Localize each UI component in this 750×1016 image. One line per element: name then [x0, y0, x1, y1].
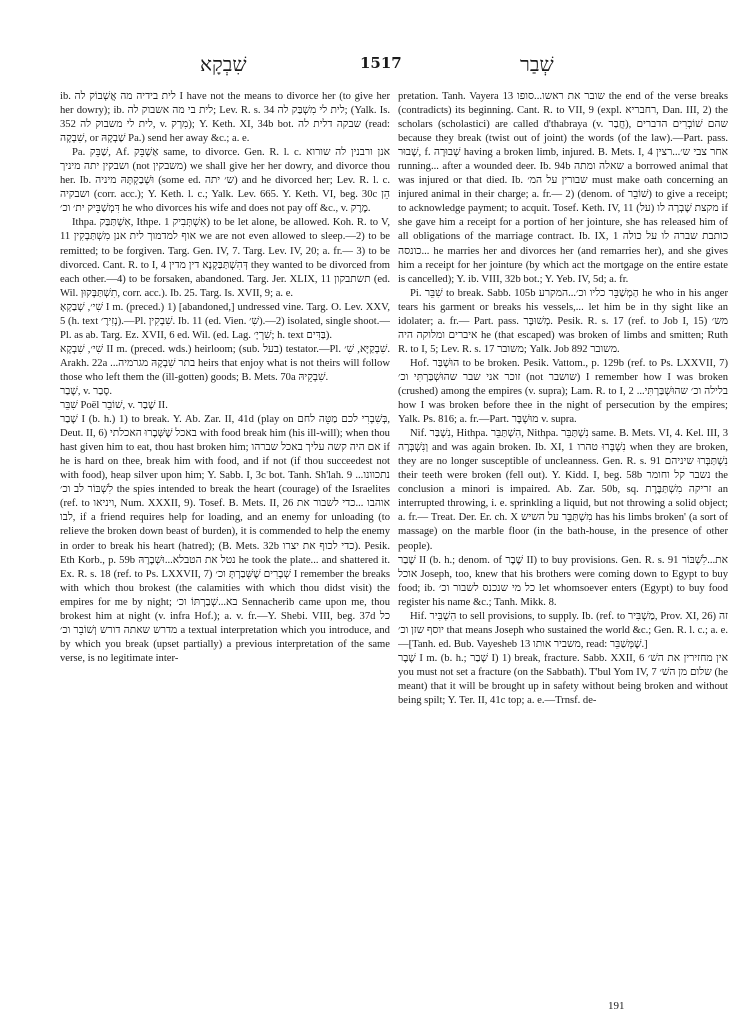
entry-paragraph: pretation. Tanh. Vayera 13 שובר את ראשו...סופו the end of the verse breaks (contradicts) its beginning. Cant. R. to VII, 9 (expl. רחבריא, Dan. III, 2) the scholars (scholastici) are called d'thabraya (v. חֲבַר), שהם שׁוֹבְרִים הדברים because they break (twist out of joint) the words (of the law).—Part. pass. שָׁבוּר, f. שְׁבוּרָה having a broken limb, injured. B. Mets. I, 4 אחר צבי ש׳...רצין running... after a wounded deer. Ib. 94b שאלה ומתה a borrowed animal that was injured or that died. Ib. שבורין על המ׳ must make oath concerning an injured animal in their charge; a. fr.— 2) (denom. of שׁוֹבֵר) to give a receipt; to acknowledge payment; to acquit. Tosef. Keth. IV, 11 (על) מקצת שָׁבְרָה לו if she gave him a receipt for a portion of her jointure, she has released him of all obligations of the marriage contract. Ib. IX, 1 כותבת שברה לו על כולה ...כונסה he marries her and divorces her (and remarries her), and she gives him a receipt for her jointure (by which act the mortgage on the entire estate is cancelled); Y. ib. VIII, 32b bot.; Y. Yeb. IV, 5d; a. fr.: [398, 91, 728, 285]
entry-paragraph: שִׁי׳, שְׁבַקְאָ I m. (preced.) 1) [abandoned,] undressed vine. Targ. O. Lev. XXV, 5 (h. text נְזִירֶ׳).—Pl. שִׁבְקִין. Ib. 11 (ed. Vien. שִׁ׳).—2) isolated, single shoot.— Pl. as ab. Targ. Ez. XVII, 6 ed. Wil. (ed. Lag. שִׁרְיָ׳; h. text בַּדִּים).: [60, 301, 390, 341]
entry-paragraph: ib. לית בידיה מה אֲשְׁבוֹק לה I have not the means to divorce her (to give her her dowry); ib. לית בי מה אשבוק לה; Lev. R. s. 34 לית לי מִשְׁבַּק לה; (Yalk. Is. 352 לית לי משבוק לה, v. מִרְק); Y. Keth. XI, 34b bot. שבקה דלית לה (read: שִׁבְקָה, or שַׁבְקָהּ Pa.) send her away &c.; a. e.: [60, 91, 390, 145]
header-left-catchword: שִׁבְקָא: [200, 52, 247, 76]
entry-paragraph: שָׁבַר I (b. h.) 1) to break. Y. Ab. Zar. II, 41d (play on בְּשִׁבְרִי לכם מַטֵּה לחם, Deut. II, 6) באכל שֶׁשְּׁבָרוּ האכלתי with food break him (his ill-will); when thou hast given him to eat, thou hast broken him; אם היה קשה עליך באכל שברהו if he is hard on thee, break him with food, and if not (if thou succeedest not with food), heap silver upon him; Y. Sabb. I, 3c bot. Tanh. Sh'lah. 9 ...נתכוונו לִשְׁבּוֹר לב וכ׳ the spies intended to break the heart (courage) of the Israelites (ref. to ויניאו, Num. XXXII, 9). Tosef. B. Mets. II, 26 אוהבו ...כדי לשבור את לבו, if a friend requires help for loading, and an enemy for unloading (to relieve the broken down beast of burden), it is commended to help the enemy in order to break his heart (hatred); (B. Mets. 32b כדי לכוף את יצרו). Pesik. Eth Korb., p. 59b נטל את הטבלא...וּשְׁבָרָהּ he took the plate... and shattered it. Ex. R. s. 18 (ref. to Ps. LXXVII, 7) שְׁבָרִים שֶׁשְּׁבַרְתָּ וכ׳ I remember the breaks with which thou brokest (the calamities with which thou didst visit) the empires for me by night; בא...שְׁבַרְתּוֹ וכ׳ Sennacherib came upon me, thou brokest him at night (v. infra Hof.); a. v. fr.—Y. Shebi. VIII, beg. 37d כל מדרש שאתה דורש וְשׁוֹבֵר וכ׳ a textual interpretation which you introduce, and by which you break (upset partially) a previous interpretation of the same verse, is no legitimate inter-: [60, 414, 390, 664]
right-column: [398, 90, 728, 995]
header-page-number: 1517: [360, 54, 402, 72]
entry-paragraph: Hof. הוּשְׁבַּר to be broken. Pesik. Vattom., p. 129b (ref. to Ps. LXXVII, 7) זוכר אני שבר שהוּשְׁבַּרְתִּי וכ׳ (not שושבר) I remember how I was broken (crushed) among the empires (v. supra); Lam. R. to I, 2 ...בלילה וכ׳ שהוּשְׁבַּרְתִּי how I was broken before thee in the night of persecution by the empires; Yalk. Ps. 816; a. fr.—Part. מוּשְׁבָּר v. supra.: [398, 357, 728, 426]
entry-paragraph: שָׁבַר, v. סָבַר.: [60, 385, 113, 397]
entry-paragraph: שִׁי׳, שִׁבְקָא II m. (preced. wds.) heirloom; (sub. בעל) testator.—Pl. שִׁבְקַיָּא, שִׁ׳. Arakh. 22a ...בתר שִׁבְקָהּ מגרמיה heirs that enjoy what is not theirs will follow those who left them the (ill-gotten) goods; B. Mets. 70a שִׁבְקֵיהּ.: [60, 343, 390, 383]
entry-paragraph: Pa. שַׁבֵּק, Af. אַשְׁבֵּק same, to divorce. Gen. R. l. c. אנן ורבנין לה שורוא ושבקין יתה מיניך (not משבקין) we shall give her her dowry, and divorce thou her. Ib. וּשְׁבַקְתָּהּ מיניה (some ed. ש׳ יתה) and he divorced her; Lev. R. l. c. ושבקיה (corr. acc.); Y. Keth. l. c.; Yalk. Lev. 665. Y. Keth. VI, beg. 30c הֵן דִּמְשַׁבֵּיק ית׳ וכ׳ he who divorces his wife and does not pay off &c., v. מֶרֶק.: [60, 147, 390, 215]
signature-number: 191: [608, 1000, 625, 1012]
header-right-catchword: שְׁבַר: [520, 52, 554, 76]
entry-paragraph: שִׁבֵּר Poël שׁוֹבֵר, v. שָׁבַר II.: [60, 400, 168, 412]
left-column: [60, 90, 390, 995]
entry-paragraph: Pi. שִׁבֵּר to break. Sabb. 105b הַמְשַׁבֵּר כליו וכ׳...המקרע he who in his anger tears his garment or breaks his vessels,... let him be in thy sight like an idolater; a. fr.— Part. pass. מְשׁוּבָּר. Pesik. R. s. 17 (ref. to Job I, 15) מש׳ איברים ומלוקה היה he (that escaped) was broken of limbs and smitten; Ruth R. to I, 5; Lev. R. s. 17 משובר; Yalk. Job 892 משובר.: [398, 287, 728, 355]
page-header: [0, 48, 750, 78]
entry-paragraph: Hif. הִשְׁבִּיר to sell provisions, to supply. Ib. (ref. to מַשְׁבִּיר, Prov. XI, 26) זה יוסף שזן וכ׳ that means Joseph who sustained the world &c.; Gen. R. l. c.; a. e.—[Tanh. ed. Bub. Vayesheb 13 משביר אותו, read: שֶׁמְּשַׁבֵּר.]: [398, 610, 728, 650]
entry-paragraph: שָׁבַר II (b. h.; denom. of שֶׁבֶר II) to buy provisions. Gen. R. s. 91 את...לִשְׁבּוֹר אוכל Joseph, too, knew that his brothers were coming down to Egypt to buy food; ib. כל מי שנכנס לשבור וכ׳ let whomsoever enters (Egypt) to buy food register his name &c.; Tanh. Mikk. 8.: [398, 554, 728, 608]
entry-paragraph: Ithpa. אִשְׁתַּבַּק, Ithpe. אִשְׁתְּבִיק 1) to be let alone, be allowed. Koh. R. to V, 11 אוף למדמוך לית אנן מִשְׁתַּבְקִין we are not even allowed to sleep.—2) to be remitted; to be forgiven. Targ. Gen. IV, 7. Targ. Lev. IV, 20; a. fr.— 3) to be divorced. Cant. R. to I, 4 דְּהִשְׁתַּבַּקְנָא דין מדין they wanted to be divorced from each other.—4) to be forsaken, abandoned. Targ. Jer. XLIX, 11 תשתבקון (ed. Wil. תִשְׁתַּבְּקוּן, corr. acc.). Ib. 25. Targ. Is. XVII, 9; a. e.: [60, 217, 390, 299]
entry-paragraph: שֶׁבֶר I m. (b. h.; שָׁבַר I) 1) break, fracture. Sabb. XXII, 6 אין מחזירין את השׁ׳ you must not set a fracture (on the Sabbath). T'bul Yom IV, 7 שלום מן השׁ׳ (he meant) that it will be brought up in safety without being broken and without being spilt; Y. Ter. II, 41c top; a. e.—Trnsf. de-: [398, 652, 728, 707]
entry-paragraph: Nif. נִשְׁבַּר, Hithpa. הִשְׁתַּבֵּר, Nithpa. נִשְׁתַּבֵּר same. B. Mets. VI, 4. Kel. III, 3 וְנִשְׁבְּרָה and was again broken. Ib. XI, 1 נִשְׁבְּרוּ טהרו when they are broken, they are no longer susceptible of uncleanness. Gen. R. s. 91 נִשְׁתַּבְּרוּ שיניהם their teeth were broken (fell out). Y. Kidd. I, beg. 58b נשבר קל וחומר the conclusion a minori is impaired. Ab. Zar. 50b, sq. זריקה מִשְׁתַּבֶּרֶת an interrupted throwing, i. e. sprinkling a liquid, but not throwing a solid object; a. fr.— Treat. Der. Er. ch. X מִשְׁתַּבֵּר על השיש has his limbs broken' (a sort of massage) on the marble floor (in the bath-house, in the presence of other people).: [398, 428, 728, 552]
